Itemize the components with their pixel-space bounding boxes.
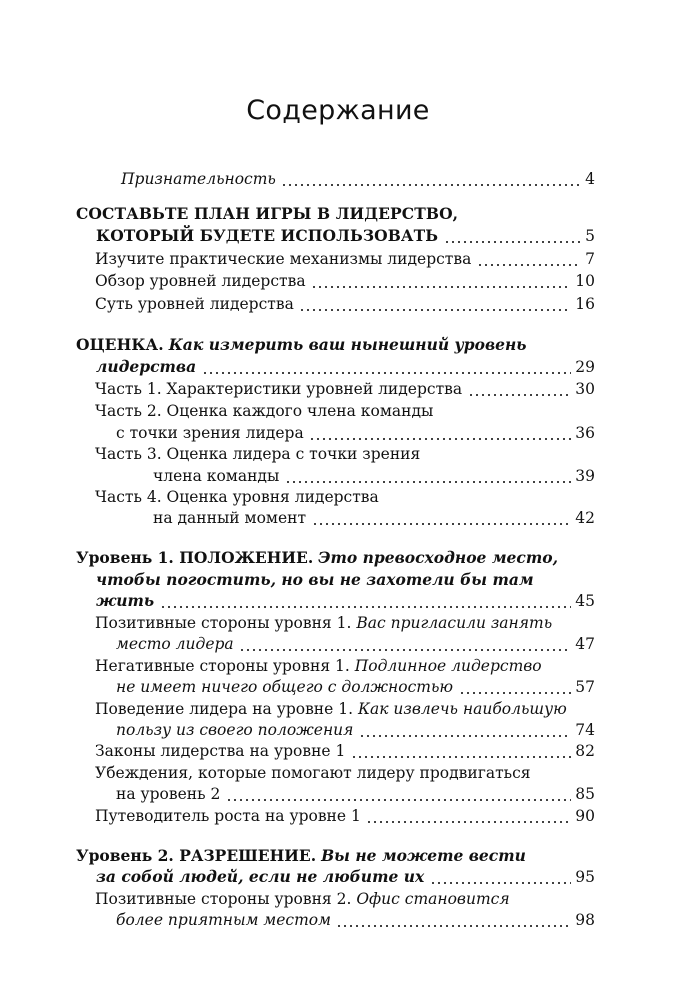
entry-title-cont: не имеет ничего общего с должностью xyxy=(116,678,454,696)
entry-title-cont: на уровень 2 xyxy=(116,785,221,803)
entry-title: Убеждения, которые помогают лидеру продвигаться xyxy=(95,764,531,782)
section-heading: Уровень 1. ПОЛОЖЕНИЕ. Это превосходное место, xyxy=(76,548,558,567)
section-heading-cont: жить xyxy=(96,591,155,610)
toc-entry-l1-guide[interactable] xyxy=(0,805,676,827)
section-heading: Уровень 2. РАЗРЕШЕНИЕ. Вы не можете вести xyxy=(76,846,526,865)
toc-entry-part3-line1[interactable] xyxy=(0,443,676,465)
entry-title: Законы лидерства на уровне 1 xyxy=(95,742,346,760)
entry-title-cont: место лидера xyxy=(116,635,234,653)
dot-leader xyxy=(444,225,581,247)
toc-entry-l1-beliefs-line1[interactable] xyxy=(0,762,676,784)
toc-entry-l1-laws[interactable] xyxy=(0,740,676,762)
page-number: 90 xyxy=(575,807,595,825)
page-number: 29 xyxy=(575,358,595,376)
page-number: 74 xyxy=(575,721,595,739)
page-number: 4 xyxy=(585,170,595,188)
page-number: 36 xyxy=(575,424,595,442)
dot-leader xyxy=(202,356,571,378)
toc-entry-l1-positive-line1[interactable] xyxy=(0,612,676,634)
section-heading: СОСТАВЬТЕ ПЛАН ИГРЫ В ЛИДЕРСТВО, xyxy=(76,204,459,223)
toc-entry-l2-positive-line1[interactable] xyxy=(0,888,676,910)
toc-entry-l1-negative-line1[interactable] xyxy=(0,655,676,677)
toc-entry-game-plan-line1[interactable] xyxy=(0,203,676,225)
section-heading-cont: за собой людей, если не любите их xyxy=(96,867,425,886)
section-heading-cont: КОТОРЫЙ БУДЕТЕ ИСПОЛЬЗОВАТЬ xyxy=(96,226,439,245)
dot-leader xyxy=(311,270,571,292)
entry-title-cont: с точки зрения лидера xyxy=(116,424,304,442)
entry-title: Часть 4. Оценка уровня лидерства xyxy=(95,488,379,506)
entry-title-cont: на данный момент xyxy=(153,509,307,527)
entry-title: Часть 2. Оценка каждого члена команды xyxy=(95,402,434,420)
toc-entry-game-plan-line2[interactable] xyxy=(0,225,676,247)
page-number: 82 xyxy=(575,742,595,760)
toc-entry-l1-negative-line2[interactable] xyxy=(0,676,676,698)
page-number: 42 xyxy=(575,509,595,527)
entry-title-cont: более приятным местом xyxy=(116,911,331,929)
toc-entry-l1-beliefs-line2[interactable] xyxy=(0,783,676,805)
page-number: 30 xyxy=(575,380,595,398)
toc-entry-part3-line2[interactable] xyxy=(0,465,676,487)
entry-title-cont: члена команды xyxy=(153,467,280,485)
dot-leader xyxy=(239,633,571,655)
dot-leader xyxy=(359,719,571,741)
dot-leader xyxy=(309,422,571,444)
toc-entry-level1-line2[interactable] xyxy=(0,569,676,591)
toc-entry-overview[interactable] xyxy=(0,270,676,292)
entry-title: Поведение лидера на уровне 1. Как извлечь наибольшую xyxy=(95,700,567,718)
toc-entry-part1[interactable] xyxy=(0,378,676,400)
toc-entry-level1-line1[interactable] xyxy=(0,547,676,569)
toc-entry-part2-line1[interactable] xyxy=(0,400,676,422)
entry-title: Обзор уровней лидерства xyxy=(95,272,306,290)
section-heading-cont: чтобы погостить, но вы не захотели бы там xyxy=(96,570,534,589)
toc-entry-part4-line2[interactable] xyxy=(0,507,676,529)
toc-entry-part2-line2[interactable] xyxy=(0,422,676,444)
dot-leader xyxy=(468,378,571,400)
toc-entry-l2-positive-line2[interactable] xyxy=(0,909,676,931)
toc-entry-part4-line1[interactable] xyxy=(0,486,676,508)
dot-leader xyxy=(366,805,571,827)
dot-leader xyxy=(299,293,571,315)
dot-leader xyxy=(160,590,571,612)
entry-title: Часть 1. Характеристики уровней лидерства xyxy=(95,380,463,398)
toc-entry-level2-line1[interactable] xyxy=(0,845,676,867)
section-heading-cont: лидерства xyxy=(96,357,197,376)
toc-entry-l1-positive-line2[interactable] xyxy=(0,633,676,655)
toc-entry-essence[interactable] xyxy=(0,293,676,315)
section-heading: ОЦЕНКА. Как измерить ваш нынешний уровень xyxy=(76,335,527,354)
page-number: 47 xyxy=(575,635,595,653)
page-number: 45 xyxy=(575,592,595,610)
dot-leader xyxy=(430,866,571,888)
page-number: 16 xyxy=(575,295,595,313)
dot-leader xyxy=(285,465,571,487)
entry-title: Суть уровней лидерства xyxy=(95,295,294,313)
toc-entry-acknowledgements[interactable] xyxy=(0,168,676,190)
page-title: Содержание xyxy=(246,95,430,126)
entry-title-cont: пользу из своего положения xyxy=(116,721,354,739)
entry-title: Негативные стороны уровня 1. Подлинное лидерство xyxy=(95,657,542,675)
page-number: 10 xyxy=(575,272,595,290)
dot-leader xyxy=(281,168,581,190)
page-number: 95 xyxy=(575,868,595,886)
entry-title: Изучите практические механизмы лидерства xyxy=(95,250,472,268)
toc-entry-l1-behavior-line2[interactable] xyxy=(0,719,676,741)
entry-title: Часть 3. Оценка лидера с точки зрения xyxy=(95,445,421,463)
entry-title: Признательность xyxy=(121,170,276,188)
toc-entry-level1-line3[interactable] xyxy=(0,590,676,612)
dot-leader xyxy=(336,909,571,931)
page-number: 98 xyxy=(575,911,595,929)
dot-leader xyxy=(312,507,571,529)
page-number: 39 xyxy=(575,467,595,485)
toc-entry-assessment-line1[interactable] xyxy=(0,334,676,356)
page-number: 5 xyxy=(585,227,595,245)
entry-title: Позитивные стороны уровня 1. Вас пригласили занять xyxy=(95,614,553,632)
page-number: 57 xyxy=(575,678,595,696)
toc-entry-level2-line2[interactable] xyxy=(0,866,676,888)
dot-leader xyxy=(477,248,581,270)
dot-leader xyxy=(459,676,571,698)
dot-leader xyxy=(226,783,571,805)
toc-entry-assessment-line2[interactable] xyxy=(0,356,676,378)
dot-leader xyxy=(351,740,571,762)
entry-title: Позитивные стороны уровня 2. Офис становится xyxy=(95,890,510,908)
entry-title: Путеводитель роста на уровне 1 xyxy=(95,807,361,825)
toc-entry-l1-behavior-line1[interactable] xyxy=(0,698,676,720)
toc-entry-mechanisms[interactable] xyxy=(0,248,676,270)
page-number: 85 xyxy=(575,785,595,803)
page-number: 7 xyxy=(585,250,595,268)
